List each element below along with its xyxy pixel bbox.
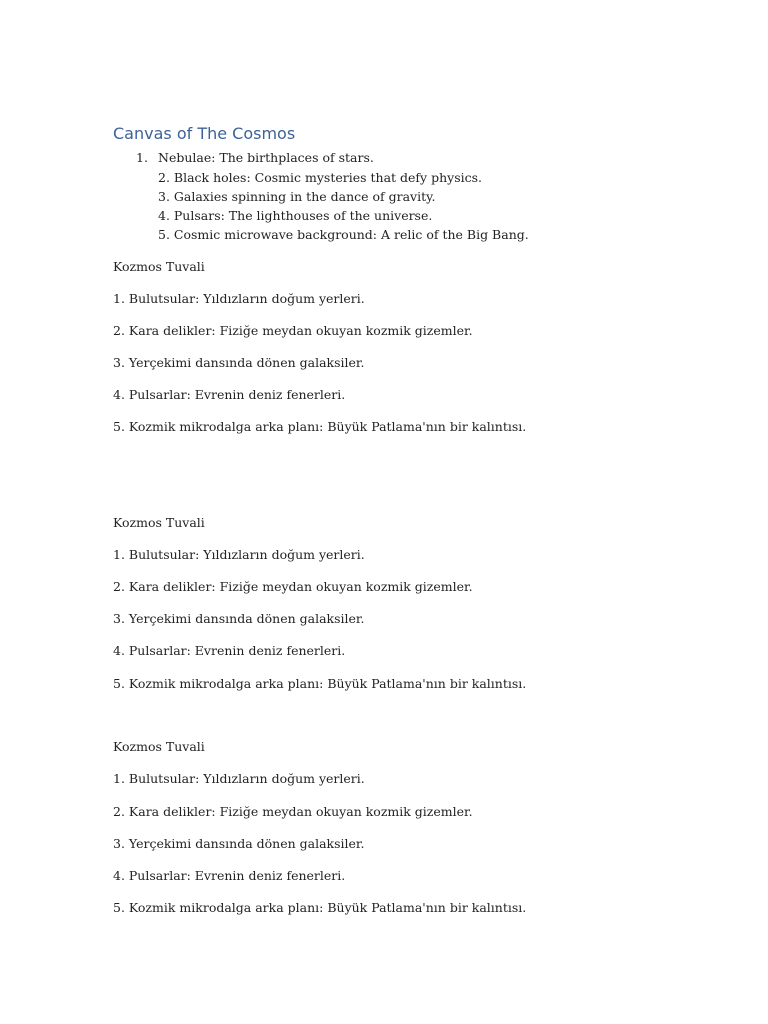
list-item: 4. Pulsarlar: Evrenin deniz fenerleri. (113, 387, 346, 402)
list-item: 1. Bulutsular: Yıldızların doğum yerleri. (113, 291, 365, 306)
list-item: 4. Pulsars: The lighthouses of the universe. (158, 208, 433, 223)
list-item: 2. Kara delikler: Fiziğe meydan okuyan kozmik gizemler. (113, 579, 473, 594)
list-item: 1. Bulutsular: Yıldızların doğum yerleri. (113, 771, 365, 786)
section-title: Kozmos Tuvali (113, 739, 205, 754)
list-item: 3. Yerçekimi dansında dönen galaksiler. (113, 836, 365, 851)
list-item: 3. Galaxies spinning in the dance of gravity. (158, 189, 436, 204)
document-title: Canvas of The Cosmos (113, 124, 296, 143)
list-item: 4. Pulsarlar: Evrenin deniz fenerleri. (113, 643, 346, 658)
list-item: 2. Kara delikler: Fiziğe meydan okuyan kozmik gizemler. (113, 804, 473, 819)
list-item: 4. Pulsarlar: Evrenin deniz fenerleri. (113, 868, 346, 883)
section-title: Kozmos Tuvali (113, 515, 205, 530)
list-item: 5. Cosmic microwave background: A relic of the Big Bang. (158, 227, 529, 242)
list-item: 2. Black holes: Cosmic mysteries that defy physics. (158, 170, 482, 185)
list-item: 1. Bulutsular: Yıldızların doğum yerleri. (113, 547, 365, 562)
list-item-marker: 1. (136, 150, 148, 165)
list-item: 5. Kozmik mikrodalga arka planı: Büyük Patlama'nın bir kalıntısı. (113, 419, 527, 434)
section-title: Kozmos Tuvali (113, 259, 205, 274)
list-item: 5. Kozmik mikrodalga arka planı: Büyük Patlama'nın bir kalıntısı. (113, 676, 527, 691)
list-item: 3. Yerçekimi dansında dönen galaksiler. (113, 355, 365, 370)
list-item: 2. Kara delikler: Fiziğe meydan okuyan kozmik gizemler. (113, 323, 473, 338)
list-item: 5. Kozmik mikrodalga arka planı: Büyük Patlama'nın bir kalıntısı. (113, 900, 527, 915)
list-item: 3. Yerçekimi dansında dönen galaksiler. (113, 611, 365, 626)
list-item: Nebulae: The birthplaces of stars. (158, 150, 374, 165)
